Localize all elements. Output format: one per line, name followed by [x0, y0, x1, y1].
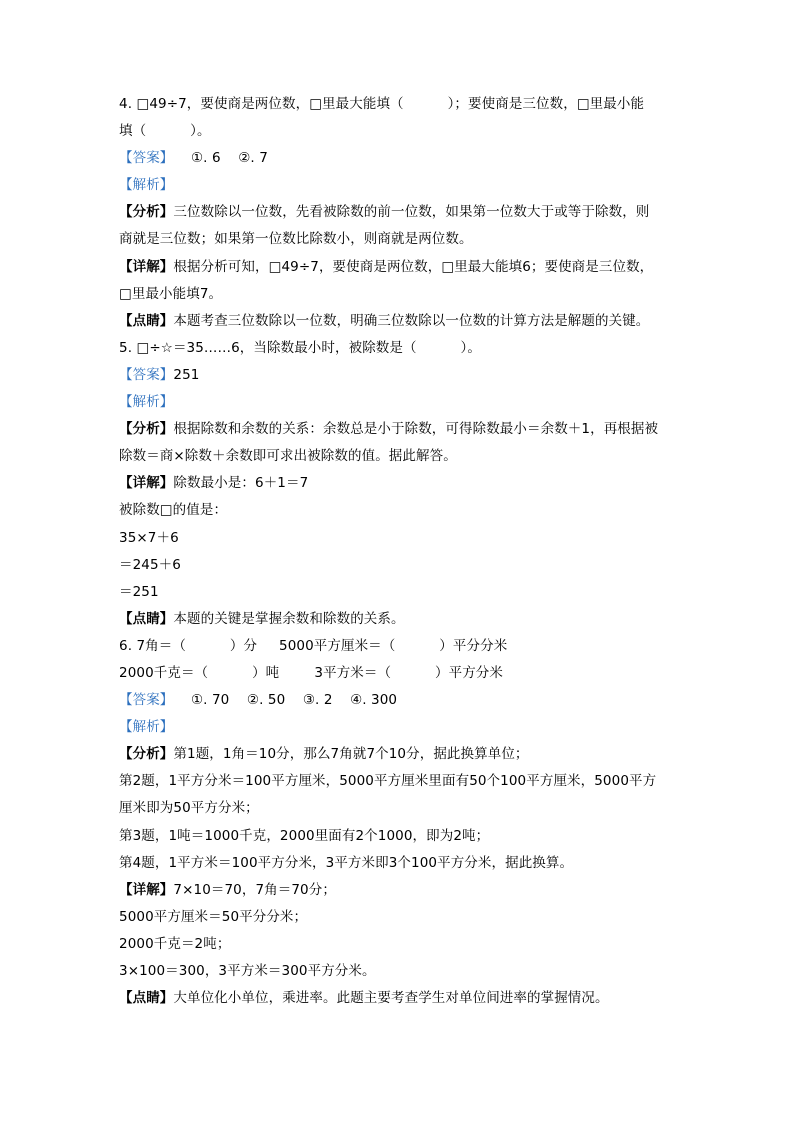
dianjing-label: 【点睛】 [119, 312, 174, 329]
answer-label: 【答案】 [119, 692, 174, 709]
q6-fenxi-row [119, 741, 679, 768]
q5-dianjing-row [119, 606, 679, 633]
q4-fenxi-line2: 商就是三位数；如果第一位数比除数小，则商就是两位数。 [119, 231, 473, 248]
q6-dianjing-row [119, 985, 679, 1012]
q6-analysis-label: 【解析】 [119, 719, 174, 736]
q6-fenxi-line5: 第4题，1平方米＝100平方分米，3平方米即3个100平方分米，据此换算。 [119, 854, 574, 871]
q6-step1: 5000平方厘米＝50平分分米； [119, 908, 308, 925]
q6-step3: 3×100＝300，3平方米＝300平方分米。 [119, 963, 376, 979]
q6-answer: ①. 70 ②. 50 ③. 2 ④. 300 [173, 692, 398, 709]
q5-stem: 5. □÷☆＝35……6，当除数最小时，被除数是（ ）。 [119, 339, 481, 356]
fenxi-label: 【分析】 [119, 746, 174, 763]
document-page [119, 91, 679, 1012]
q5-step2: 35×7＋6 [119, 529, 179, 546]
q4-fenxi-row [119, 199, 679, 226]
q5-analysis-label: 【解析】 [119, 394, 174, 411]
xiangjie-label: 【详解】 [119, 881, 174, 898]
xiangjie-label: 【详解】 [119, 475, 174, 492]
q4-stem-line1: 4. □49÷7，要使商是两位数，□里最大能填（ ）；要使商是三位数，□里最小能 [119, 96, 645, 112]
q6-fenxi-line2: 第2题，1平方分米＝100平方厘米，5000平方厘米里面有50个100平方厘米，5000平方 [119, 773, 657, 790]
fenxi-label: 【分析】 [119, 421, 174, 438]
answer-label: 【答案】 [119, 366, 174, 383]
q4-analysis-label: 【解析】 [119, 177, 174, 194]
q6-fenxi-line4: 第3题，1吨＝1000千克，2000里面有2个1000，即为2吨； [119, 827, 490, 844]
fenxi-label: 【分析】 [119, 204, 174, 221]
q6-stem-line1: 6. 7角＝（ ）分 5000平方厘米＝（ ）平分分米 [119, 637, 508, 654]
q4-stem-line2: 填（ ）。 [119, 123, 211, 140]
q6-dianjing-text: 大单位化小单位，乘进率。此题主要考查学生对单位间进率的掌握情况。 [173, 990, 609, 1007]
q5-step3: ＝245＋6 [119, 556, 181, 573]
q5-xiangjie-row [119, 470, 679, 497]
q4-xiangjie-row [119, 254, 679, 281]
q4-dianjing-text: 本题考查三位数除以一位数，明确三位数除以一位数的计算方法是解题的关键。 [173, 312, 650, 329]
q5-dianjing-text: 本题的关键是掌握余数和除数的关系。 [173, 610, 405, 627]
q6-fenxi-line3: 厘米即为50平方分米； [119, 800, 259, 817]
q6-xiangjie-row [119, 877, 679, 904]
q6-fenxi-text: 第1题，1角＝10分，那么7角就7个10分，据此换算单位； [173, 746, 529, 763]
q4-xiangjie-text: 根据分析可知，□49÷7，要使商是两位数，□里最大能填6；要使商是三位数， [173, 258, 654, 275]
dianjing-label: 【点睛】 [119, 990, 174, 1007]
q5-step1: 被除数□的值是： [119, 502, 228, 519]
q6-stem-line2: 2000千克＝（ ）吨 3平方米＝（ ）平方分米 [119, 664, 503, 681]
q6-answer-row [119, 687, 679, 714]
q5-answer-row [119, 362, 679, 389]
q5-xiangjie-text: 除数最小是：6＋1＝7 [173, 475, 309, 492]
q4-xiangjie-line2: □里最小能填7。 [119, 285, 223, 302]
answer-label: 【答案】 [119, 150, 174, 167]
xiangjie-label: 【详解】 [119, 258, 174, 275]
q4-dianjing-row [119, 308, 679, 335]
q6-step2: 2000千克＝2吨； [119, 935, 231, 952]
q5-fenxi-line2: 除数＝商×除数＋余数即可求出被除数的值。据此解答。 [119, 448, 457, 465]
q4-fenxi-text: 三位数除以一位数，先看被除数的前一位数，如果第一位数大于或等于除数，则 [173, 204, 650, 221]
q4-answer-row [119, 145, 679, 172]
q5-fenxi-row [119, 416, 679, 443]
q5-answer: 251 [173, 366, 200, 383]
q6-xiangjie-text: 7×10＝70，7角＝70分； [173, 881, 336, 898]
q5-fenxi-text: 根据除数和余数的关系：余数总是小于除数，可得除数最小＝余数＋1，再根据被 [173, 421, 659, 438]
q5-step4: ＝251 [119, 583, 159, 600]
dianjing-label: 【点睛】 [119, 610, 174, 627]
q4-answer: ①. 6 ②. 7 [173, 150, 268, 167]
